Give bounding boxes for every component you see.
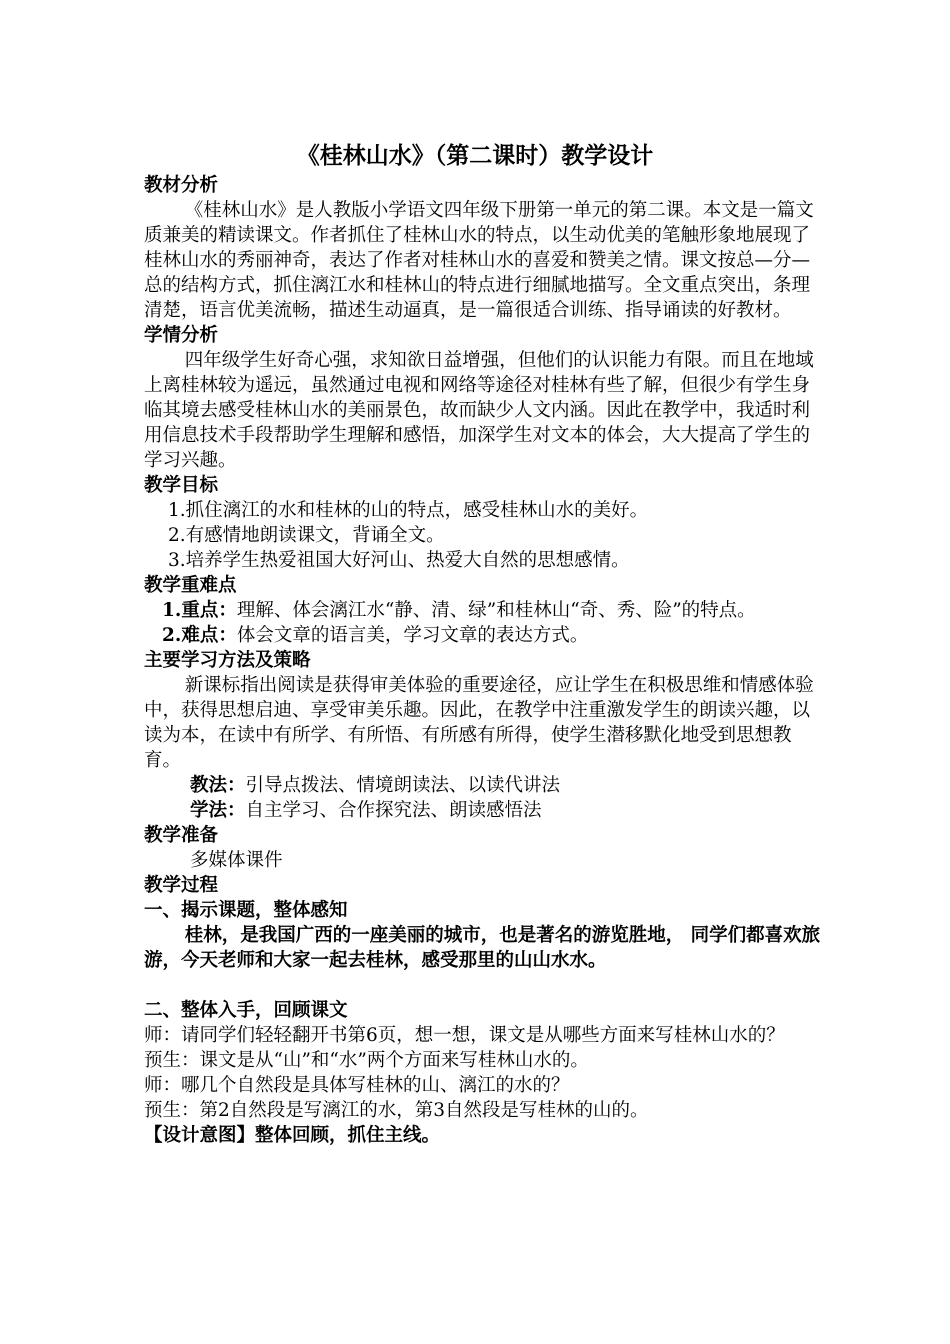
section-heading-goals: 教学目标 bbox=[144, 475, 219, 496]
section-heading-material: 教材分析 bbox=[144, 175, 219, 196]
list-item bbox=[168, 548, 824, 573]
section-heading-prep: 教学准备 bbox=[144, 825, 219, 846]
goal-text: 培养学生热爱祖国大好河山、热爱大自然的思想感情。 bbox=[185, 550, 630, 571]
learning-method-label: 学法： bbox=[190, 800, 246, 821]
prep-text: 多媒体课件 bbox=[190, 850, 283, 871]
section-heading-process: 教学过程 bbox=[144, 875, 219, 896]
list-item bbox=[168, 523, 824, 548]
teaching-method-line bbox=[144, 773, 824, 798]
teaching-method-label: 教法： bbox=[190, 775, 246, 796]
dialog-line: 预生：课文是从“山”和“水”两个方面来写桂林山水的。 bbox=[144, 1050, 589, 1071]
keypoint-item bbox=[144, 598, 824, 623]
goal-number: 1. bbox=[168, 500, 186, 521]
methods-paragraph: 新课标指出阅读是获得审美体验的重要途径，应让学生在积极思维和情感体验中，获得思想启迪、享受审美乐趣。因此，在教学中注重激发学生的朗读兴趣，以读为本，在读中有所学、有所悟、有所感有所得，使学生潜移默化地受到思想教育。 bbox=[144, 675, 814, 771]
list-item bbox=[168, 498, 824, 523]
teaching-method-text: 引导点拨法、情境朗读法、以读代讲法 bbox=[245, 775, 561, 796]
goals-list bbox=[144, 498, 824, 573]
difficulty-label: 2.难点： bbox=[162, 625, 237, 646]
difficulty-item bbox=[144, 623, 824, 648]
section-heading-students: 学情分析 bbox=[144, 325, 219, 346]
section-heading-keypoints: 教学重难点 bbox=[144, 575, 237, 596]
keypoint-label: 1.重点： bbox=[162, 600, 237, 621]
material-paragraph: 《桂林山水》是人教版小学语文四年级下册第一单元的第二课。本文是一篇文质兼美的精读课文。作者抓住了桂林山水的特点，以生动优美的笔触形象地展现了桂林山水的秀丽神奇，表达了作者对桂林山水的喜爱和赞美之情。课文按总—分—总的结构方式，抓住漓江水和桂林山的特点进行细腻地描写。全文重点突出，条理清楚，语言优美流畅，描述生动逼真，是一篇很适合训练、指导诵读的好教材。 bbox=[144, 200, 814, 321]
document-title: 《桂林山水》（第二课时）教学设计 bbox=[296, 142, 654, 169]
dialog-line: 师：请同学们轻轻翻开书第6页，想一想，课文是从哪些方面来写桂林山水的？ bbox=[144, 1025, 785, 1046]
process-part1-paragraph: 桂林，是我国广西的一座美丽的城市，也是著名的游览胜地， 同学们都喜欢旅游，今天老师和大家一起去桂林，感受那里的山山水水。 bbox=[144, 925, 821, 971]
learning-method-text: 自主学习、合作探究法、朗读感悟法 bbox=[245, 800, 542, 821]
dialog-line: 师：哪几个自然段是具体写桂林的山、漓江的水的？ bbox=[144, 1075, 570, 1096]
learning-method-line bbox=[144, 798, 824, 823]
section-heading-methods: 主要学习方法及策略 bbox=[144, 650, 311, 671]
goal-number: 3. bbox=[168, 550, 186, 571]
goal-text: 抓住漓江的水和桂林的山的特点，感受桂林山水的美好。 bbox=[185, 500, 649, 521]
spacer bbox=[144, 973, 824, 998]
goal-number: 2. bbox=[168, 525, 186, 546]
keypoint-text: 理解、体会漓江水“静、清、绿”和桂林山“奇、秀、险”的特点。 bbox=[236, 600, 756, 621]
process-part1-heading: 一、揭示课题，整体感知 bbox=[144, 900, 348, 921]
students-paragraph: 四年级学生好奇心强，求知欲日益增强，但他们的认识能力有限。而且在地域上离桂林较为遥远，虽然通过电视和网络等途径对桂林有些了解，但很少有学生身临其境去感受桂林山水的美丽景色，故而缺少人文内涵。因此在教学中，我适时利用信息技术手段帮助学生理解和感悟，加深学生对文本的体会，大大提高了学生的学习兴趣。 bbox=[144, 350, 814, 471]
design-intent-note: 【设计意图】整体回顾，抓住主线。 bbox=[144, 1125, 441, 1146]
goal-text: 有感情地朗读课文，背诵全文。 bbox=[185, 525, 445, 546]
process-part2-heading: 二、整体入手，回顾课文 bbox=[144, 1000, 348, 1021]
document-body bbox=[144, 173, 824, 1148]
difficulty-text: 体会文章的语言美，学习文章的表达方式。 bbox=[236, 625, 589, 646]
dialog-line: 预生：第2自然段是写漓江的水，第3自然段是写桂林的山的。 bbox=[144, 1100, 649, 1121]
